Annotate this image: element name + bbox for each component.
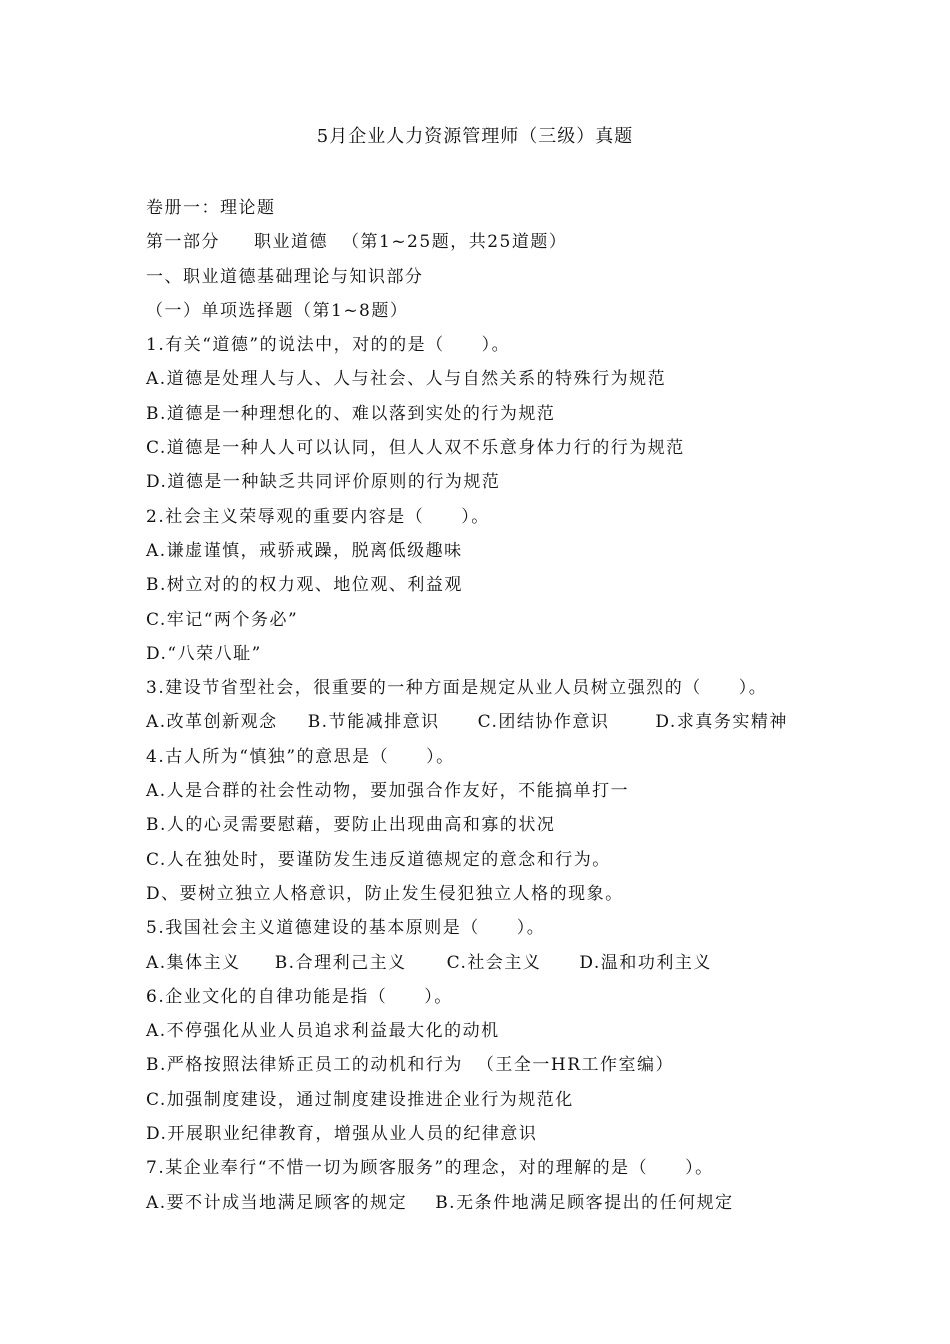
question-options-row bbox=[146, 946, 846, 980]
question-stem: 2.社会主义荣辱观的重要内容是（ ）。 bbox=[146, 506, 490, 527]
question-option: B.无条件地满足顾客提出的任何规定 bbox=[435, 1192, 734, 1213]
question-option: B.严格按照法律矫正员工的动机和行为 bbox=[146, 1055, 463, 1076]
question-option: B.道德是一种理想化的、难以落到实处的行为规范 bbox=[146, 403, 556, 424]
question-option: A.道德是处理人与人、人与社会、人与自然关系的特殊行为规范 bbox=[146, 369, 667, 390]
volume-heading: 卷册一：理论题 bbox=[146, 198, 276, 218]
question-stem: 5.我国社会主义道德建设的基本原则是（ ）。 bbox=[146, 918, 546, 939]
question-option: C.道德是一种人人可以认同，但人人双不乐意身体力行的行为规范 bbox=[146, 438, 685, 459]
question-option: B.节能减排意识 bbox=[307, 712, 440, 733]
section-heading: 一、职业道德基础理论与知识部分 bbox=[146, 266, 424, 287]
question-option: A.谦虚谨慎，戒骄戒躁，脱离低级趣味 bbox=[146, 540, 463, 561]
question-option: A.人是合群的社会性动物，要加强合作友好，不能搞单打一 bbox=[146, 781, 630, 802]
part-name: 职业道德 bbox=[254, 232, 328, 253]
document-title: 5月企业人力资源管理师（三级）真题 bbox=[316, 126, 634, 147]
question-option: A.不停强化从业人员追求利益最大化的动机 bbox=[146, 1021, 500, 1042]
question-option: C.牢记“两个务必” bbox=[146, 609, 299, 630]
question-option: D.开展职业纪律教育，增强从业人员的纪律意识 bbox=[146, 1124, 538, 1145]
part-heading bbox=[146, 225, 846, 259]
question-option: D.求真务实精神 bbox=[655, 712, 788, 733]
question-option: A.要不计成当地满足顾客的规定 bbox=[146, 1192, 408, 1213]
question-option: A.改革创新观念 bbox=[146, 712, 278, 733]
question-option-with-note bbox=[146, 1048, 846, 1082]
question-option: B.合理利己主义 bbox=[274, 952, 407, 973]
part-label: 第一部分 bbox=[146, 232, 220, 253]
subsection-heading: （一）单项选择题（第1~8题） bbox=[146, 300, 409, 321]
question-option: D.道德是一种缺乏共同评价原则的行为规范 bbox=[146, 472, 501, 493]
question-option: B.树立对的的权力观、地位观、利益观 bbox=[146, 575, 463, 596]
question-option: D.温和功利主义 bbox=[579, 952, 712, 973]
part-range: （第1~25题，共25道题） bbox=[342, 232, 568, 253]
question-options-row bbox=[146, 705, 846, 739]
question-option: D、要树立独立人格意识，防止发生侵犯独立人格的现象。 bbox=[146, 883, 624, 904]
source-note: （王全一HR工作室编） bbox=[476, 1055, 675, 1076]
question-option: A.集体主义 bbox=[146, 952, 241, 973]
question-option: C.加强制度建设，通过制度建设推进企业行为规范化 bbox=[146, 1089, 574, 1110]
question-option: C.人在独处时，要谨防发生违反道德规定的意念和行为。 bbox=[146, 849, 611, 870]
question-stem: 7.某企业奉行“不惜一切为顾客服务”的理念，对的理解的是（ ）。 bbox=[146, 1158, 714, 1179]
question-options-row bbox=[146, 1186, 846, 1220]
document-body bbox=[146, 191, 846, 1220]
question-stem: 1.有关“道德”的说法中，对的的是（ ）。 bbox=[146, 335, 511, 356]
question-option: D.“八荣八耻” bbox=[146, 643, 262, 664]
question-option: C.社会主义 bbox=[446, 952, 542, 973]
question-option: C.团结协作意识 bbox=[477, 712, 610, 733]
question-option: B.人的心灵需要慰藉，要防止出现曲高和寡的状况 bbox=[146, 815, 556, 836]
question-stem: 6.企业文化的自律功能是指（ ）。 bbox=[146, 986, 453, 1007]
question-stem: 4.古人所为“慎独”的意思是（ ）。 bbox=[146, 746, 455, 767]
question-stem: 3.建设节省型社会，很重要的一种方面是规定从业人员树立强烈的（ ）。 bbox=[146, 678, 768, 699]
